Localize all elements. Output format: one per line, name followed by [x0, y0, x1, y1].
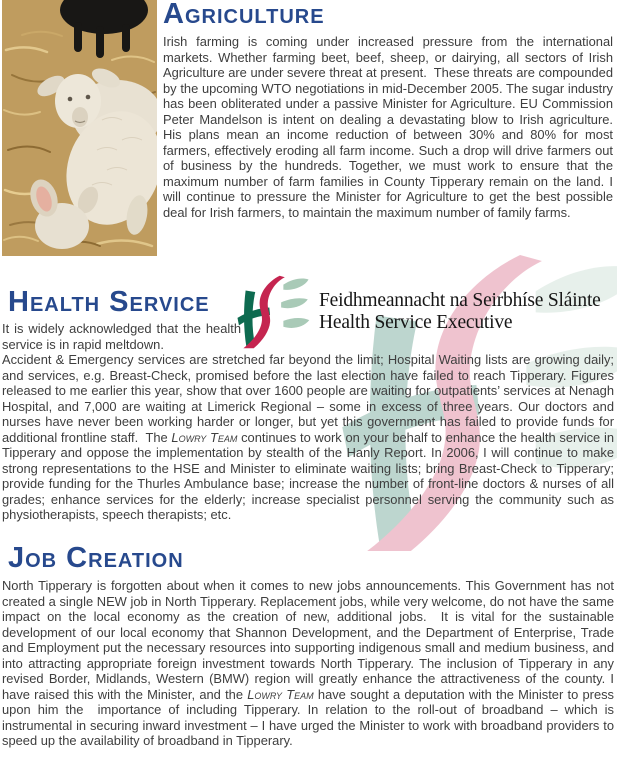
- health-heading: Health Service: [8, 286, 210, 318]
- lambs-photo: [2, 0, 157, 256]
- health-body-text-2: continues to work on your behalf to enhance the health service in Tipperary and oppose the implementation by stealth of the Hanly Report. In 2006, I will continue to make strong representations to the HSE and Minister to eliminate waiting lists; bring Breast-Check to Tipperary; provide funding for the Thurles Ambulance base; increase the number of front-line doctors & nurses of all grades; enhance services for the elderly; increase specialist personnel serving the community such as physiotherapists, speech therapists; etc.: [2, 429, 614, 522]
- health-intro: It is widely acknowledged that the health service is in rapid meltdown.: [2, 321, 241, 352]
- health-body: [2, 352, 614, 523]
- lambs-photo-graphic: [2, 0, 157, 256]
- section-agriculture: [163, 1, 613, 220]
- health-body-text-1: Accident & Emergency services are stretched far beyond the limit; Hospital Waiting lists are growing daily; and services, e.g. Breast-Check, promised before the last election have failed to reach Tipperary. Figures released to me earlier this year, show that over 1600 people are waiting for outpatients’ services at Nenagh Hospital, and 7,000 are waiting at Limerick Regional – some in excess of three years. Our doctors and nurses have never been working harder or longer, but yet this government has failed to provide funds for additional frontline staff. The: [2, 352, 614, 445]
- hse-logo-icon: [236, 275, 310, 349]
- jobs-heading: Job Creation: [8, 542, 184, 574]
- jobs-body: [2, 578, 614, 749]
- hse-name-english: Health Service Executive: [319, 312, 513, 333]
- lowry-team-text: Lowry Team: [171, 429, 238, 445]
- hse-logo-block: [236, 274, 601, 350]
- jobs-body-text-1: North Tipperary is forgotten about when it comes to new jobs announcements. This Government has not created a single NEW job in North Tipperary. Replacement jobs, while very welcome, do not have the same impact on the local economy as the creation of new, additional jobs. It is vital for the sustainable development of our local economy that Shannon Development, and the Department of Enterprise, Trade and Employment put the necessary resources into supporting indigenous small and medium business, and into attracting appropriate foreign investment towards North Tipperary. The inclusion of Tipperary in any revised Border, Midlands, Western (BMW) region will greatly enhance the attractiveness of the county. I have raised this with the Minister, and the: [2, 578, 614, 702]
- agriculture-body: Irish farming is coming under increased pressure from the international markets. Whether farming beet, beef, sheep, or dairying, all sectors of Irish Agriculture are under severe threat at present. These threats are compounded by the upcoming WTO negotiations in mid-December 2005. The sugar industry has been obliterated under a passive Minister for Agriculture. EU Commission Peter Mandelson is intent on dealing a devastating blow to Irish agriculture. His plans mean an income reduction of between 30% and 80% for most farmers, effectively eroding all farm income. Such a drop will drive farmers out of business by the hundreds. Together, we must work to ensure that the maximum number of farm families in County Tipperary remain on the land. I will continue to pressure the Minister for Agriculture to get the best possible deal for Irish farmers, to maintain the maximum number of family farms.: [163, 34, 613, 220]
- agriculture-heading: Agriculture: [163, 0, 325, 30]
- jobs-body-text-2: have sought a deputation with the Minister to press upon him the importance of including Tipperary. In relation to the roll-out of broadband – which is instrumental in securing inward investment – I have urged the Minister to work with broadband providers to speed up the availability of broadband in Tipperary.: [2, 686, 615, 748]
- hse-name-irish: Feidhmeannacht na Seirbhíse Sláinte: [319, 290, 601, 311]
- lowry-team-text: Lowry Team: [247, 686, 314, 702]
- hse-wordmark: [319, 290, 601, 334]
